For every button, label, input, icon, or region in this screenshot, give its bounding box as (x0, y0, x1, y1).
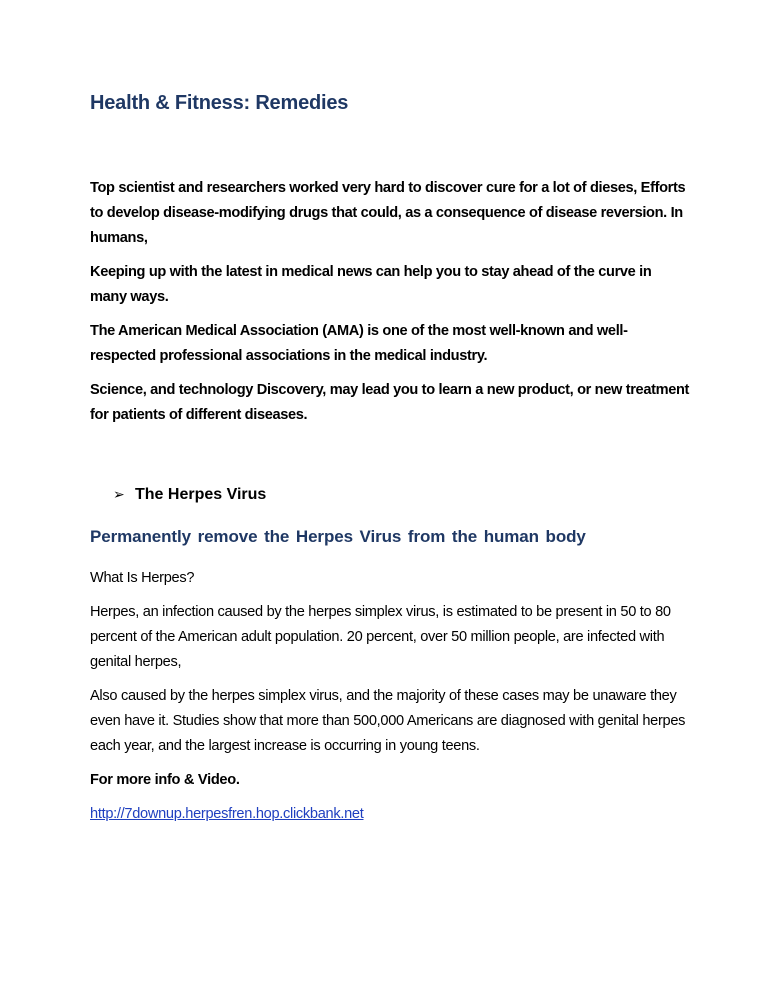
intro-paragraph: The American Medical Association (AMA) is one of the most well-known and well-respected professional associations in the medical industry. (90, 323, 628, 364)
intro-paragraph: Science, and technology Discovery, may lead you to learn a new product, or new treatment for patients of different diseases. (90, 382, 690, 423)
intro-paragraph: Top scientist and researchers worked very hard to discover cure for a lot of dieses, Efforts to develop disease-modifying drugs that could, as a consequence of disease reversion. In humans, (90, 180, 686, 246)
document-title: Health & Fitness: Remedies (90, 92, 349, 114)
bullet-heading-label: The Herpes Virus (135, 486, 267, 503)
body-section (90, 566, 690, 836)
section-subheading: Permanently remove the Herpes Virus from the human body (90, 527, 586, 546)
body-paragraph: Also caused by the herpes simplex virus, and the majority of these cases may be unaware they even have it. Studies show that more than 500,000 Americans are diagnosed with genital herpes each year, and the largest increase is occurring in young teens. (90, 688, 686, 754)
clickbank-link[interactable]: http://7downup.herpesfren.hop.clickbank.net (90, 806, 364, 822)
intro-section (90, 176, 690, 437)
intro-paragraph: Keeping up with the latest in medical news can help you to stay ahead of the curve in many ways. (90, 264, 652, 305)
arrow-bullet-icon: ➢ (113, 486, 125, 502)
more-info-text: For more info & Video. (90, 772, 240, 788)
question-text: What Is Herpes? (90, 570, 195, 586)
bullet-heading (113, 486, 266, 504)
body-paragraph: Herpes, an infection caused by the herpes simplex virus, is estimated to be present in 50 to 80 percent of the American adult population. 20 percent, over 50 million people, are infected with genital herpes, (90, 604, 671, 670)
